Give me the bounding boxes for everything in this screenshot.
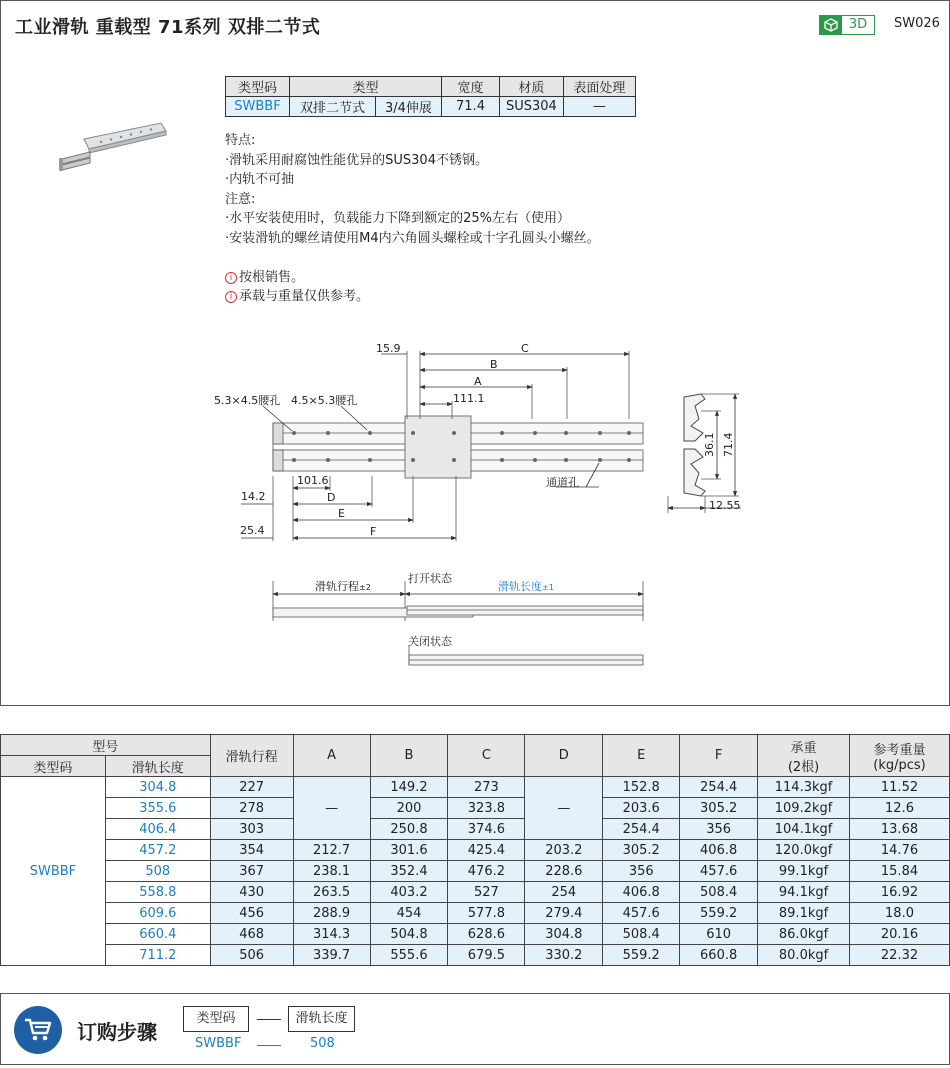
cell-weight: 16.92 [850,882,950,903]
cell-load: 120.0kgf [758,840,850,861]
cell-load: 86.0kgf [758,924,850,945]
length-tolerance: ±1 [542,583,554,592]
cell-stroke: 430 [210,882,293,903]
cell-c: 476.2 [448,861,525,882]
cell-stroke: 354 [210,840,293,861]
technical-drawing [1,1,950,707]
cell-load: 114.3kgf [758,777,850,798]
cell-c: 577.8 [448,903,525,924]
spec-type: 双排二节式 [290,97,376,117]
feature-item: ·滑轨采用耐腐蚀性能优异的SUS304不锈钢。 [225,152,488,168]
header-length: 滑轨长度 [105,756,210,777]
cell-f: 508.4 [680,882,758,903]
cell-d: 203.2 [525,840,603,861]
cell-d: 330.2 [525,945,603,966]
dim-111-1: 111.1 [453,392,485,405]
cell-c: 273 [448,777,525,798]
table-row [1,882,950,903]
table-row [1,903,950,924]
order-box-code: 类型码 [183,1006,249,1032]
dim-12-55: 12.55 [709,499,741,512]
dimension-table [0,734,950,966]
closed-state-label: 关闭状态 [408,635,452,648]
spec-material: SUS304 [500,97,564,117]
stroke-label: 滑轨行程 [315,580,359,593]
dim-101-6: 101.6 [297,474,329,487]
cell-c: 374.6 [448,819,525,840]
header-model: 型号 [1,735,211,756]
header-code: 类型码 [1,756,106,777]
cell-f: 559.2 [680,903,758,924]
cell-f: 457.6 [680,861,758,882]
spec-surface: — [563,97,635,117]
table-row [1,798,950,819]
cell-weight: 14.76 [850,840,950,861]
spec-header: 材质 [500,77,564,97]
cart-icon [14,1006,62,1054]
cell-load: 94.1kgf [758,882,850,903]
spec-code: SWBBF [226,97,290,117]
cell-c: 628.6 [448,924,525,945]
cell-load: 104.1kgf [758,819,850,840]
order-value-length: 508 [310,1036,335,1051]
caution-item: ·安装滑轨的螺丝请使用M4内六角圆头螺栓或十字孔圆头小螺丝。 [225,230,600,246]
dim-36-1: 36.1 [703,432,716,457]
svg-text:滑轨行程±2 [315,579,371,593]
cell-e: 305.2 [603,840,680,861]
product-code: SW026 [894,16,940,31]
cell-length: 355.6 [105,798,210,819]
cell-weight: 20.16 [850,924,950,945]
cell-weight: 11.52 [850,777,950,798]
cell-length: 304.8 [105,777,210,798]
length-label: 滑轨长度 [498,580,542,593]
cell-f: 356 [680,819,758,840]
table-row [1,819,950,840]
order-box-length: 滑轨长度 [288,1006,355,1032]
cell-a: — [293,777,370,840]
warning-text: 承载与重量仅供参考。 [239,289,370,304]
cell-stroke: 227 [210,777,293,798]
dim-b: B [490,358,498,371]
order-title: 订购步骤 [77,1020,157,1044]
header-f: F [680,735,758,777]
order-value-code: SWBBF [195,1036,242,1051]
dim-e: E [338,507,345,520]
header-c: C [448,735,525,777]
dim-f: F [370,525,377,538]
cell-e: 508.4 [603,924,680,945]
header-stroke: 滑轨行程 [210,735,293,777]
cell-weight: 18.0 [850,903,950,924]
cell-e: 203.6 [603,798,680,819]
cell-b: 149.2 [370,777,448,798]
spec-header: 类型码 [226,77,290,97]
cell-e: 356 [603,861,680,882]
table-row [1,945,950,966]
info-icon: i [225,291,237,303]
cell-e: 254.4 [603,819,680,840]
cell-weight: 15.84 [850,861,950,882]
spec-header: 表面处理 [563,77,635,97]
caution-label: 注意: [225,191,256,207]
caution-item: ·水平安装使用时，负载能力下降到额定的25%左右（使用） [225,211,571,226]
cell-a: 238.1 [293,861,370,882]
slot-label-2: 4.5×5.3腰孔 [291,394,358,407]
spec-width: 71.4 [442,97,500,117]
cell-f: 254.4 [680,777,758,798]
cell-code: SWBBF [1,777,106,966]
dim-71-4: 71.4 [722,432,735,457]
cell-d: — [525,777,603,840]
cell-a: 288.9 [293,903,370,924]
cell-f: 660.8 [680,945,758,966]
3d-label: 3D [848,17,868,32]
cell-length: 508 [105,861,210,882]
cell-length: 457.2 [105,840,210,861]
slot-label-1: 5.3×4.5腰孔 [214,394,281,407]
order-steps [0,993,950,1065]
header-d: D [525,735,603,777]
cell-f: 610 [680,924,758,945]
cell-stroke: 303 [210,819,293,840]
cell-length: 609.6 [105,903,210,924]
cell-b: 352.4 [370,861,448,882]
cell-stroke: 278 [210,798,293,819]
cell-weight: 22.32 [850,945,950,966]
table-row [1,861,950,882]
table-row [1,840,950,861]
cell-load: 99.1kgf [758,861,850,882]
spec-extension: 3/4伸展 [375,97,441,117]
order-connector [257,1019,281,1020]
cell-b: 250.8 [370,819,448,840]
cell-a: 263.5 [293,882,370,903]
spec-header: 宽度 [442,77,500,97]
cell-b: 504.8 [370,924,448,945]
cell-a: 314.3 [293,924,370,945]
cell-length: 711.2 [105,945,210,966]
cell-stroke: 456 [210,903,293,924]
cell-d: 304.8 [525,924,603,945]
cell-d: 228.6 [525,861,603,882]
cell-b: 403.2 [370,882,448,903]
cell-e: 406.8 [603,882,680,903]
cell-b: 555.6 [370,945,448,966]
cell-c: 425.4 [448,840,525,861]
header-load: 承重 (2根) [758,735,850,777]
header-e: E [603,735,680,777]
cell-load: 80.0kgf [758,945,850,966]
header-b: B [370,735,448,777]
dim-14-2: 14.2 [241,490,266,503]
order-value-connector [257,1045,281,1046]
cell-length: 558.8 [105,882,210,903]
cell-e: 457.6 [603,903,680,924]
cell-e: 559.2 [603,945,680,966]
cell-b: 301.6 [370,840,448,861]
cell-a: 212.7 [293,840,370,861]
warning-text: 按根销售。 [239,269,305,285]
cell-d: 254 [525,882,603,903]
dim-c: C [521,342,529,355]
cell-length: 406.4 [105,819,210,840]
dim-15-9: 15.9 [376,342,401,355]
cell-b: 200 [370,798,448,819]
dim-25-4: 25.4 [240,524,265,537]
cell-f: 406.8 [680,840,758,861]
cell-load: 109.2kgf [758,798,850,819]
cell-weight: 12.6 [850,798,950,819]
page-title: 工业滑轨 重载型 71系列 双排二节式 [15,17,321,38]
info-icon: i [225,272,237,284]
svg-text:滑轨长度±1 [498,579,554,593]
header-weight: 参考重量 (kg/pcs) [850,735,950,777]
cell-e: 152.8 [603,777,680,798]
dim-d: D [327,491,336,504]
table-row [1,777,950,798]
stroke-tolerance: ±2 [359,583,371,592]
cell-c: 527 [448,882,525,903]
cell-b: 454 [370,903,448,924]
cell-a: 339.7 [293,945,370,966]
open-state-label: 打开状态 [408,572,452,585]
channel-hole-label: 通道孔 [546,476,579,489]
cell-f: 305.2 [680,798,758,819]
cell-d: 279.4 [525,903,603,924]
cell-c: 323.8 [448,798,525,819]
feature-item: ·内轨不可抽 [225,172,295,187]
cell-c: 679.5 [448,945,525,966]
dim-a: A [474,375,482,388]
features-label: 特点: [225,133,256,148]
cell-stroke: 468 [210,924,293,945]
table-row [1,924,950,945]
cell-stroke: 367 [210,861,293,882]
cell-stroke: 506 [210,945,293,966]
header-a: A [293,735,370,777]
cell-weight: 13.68 [850,819,950,840]
cell-load: 89.1kgf [758,903,850,924]
cell-length: 660.4 [105,924,210,945]
spec-header: 类型 [290,77,442,97]
